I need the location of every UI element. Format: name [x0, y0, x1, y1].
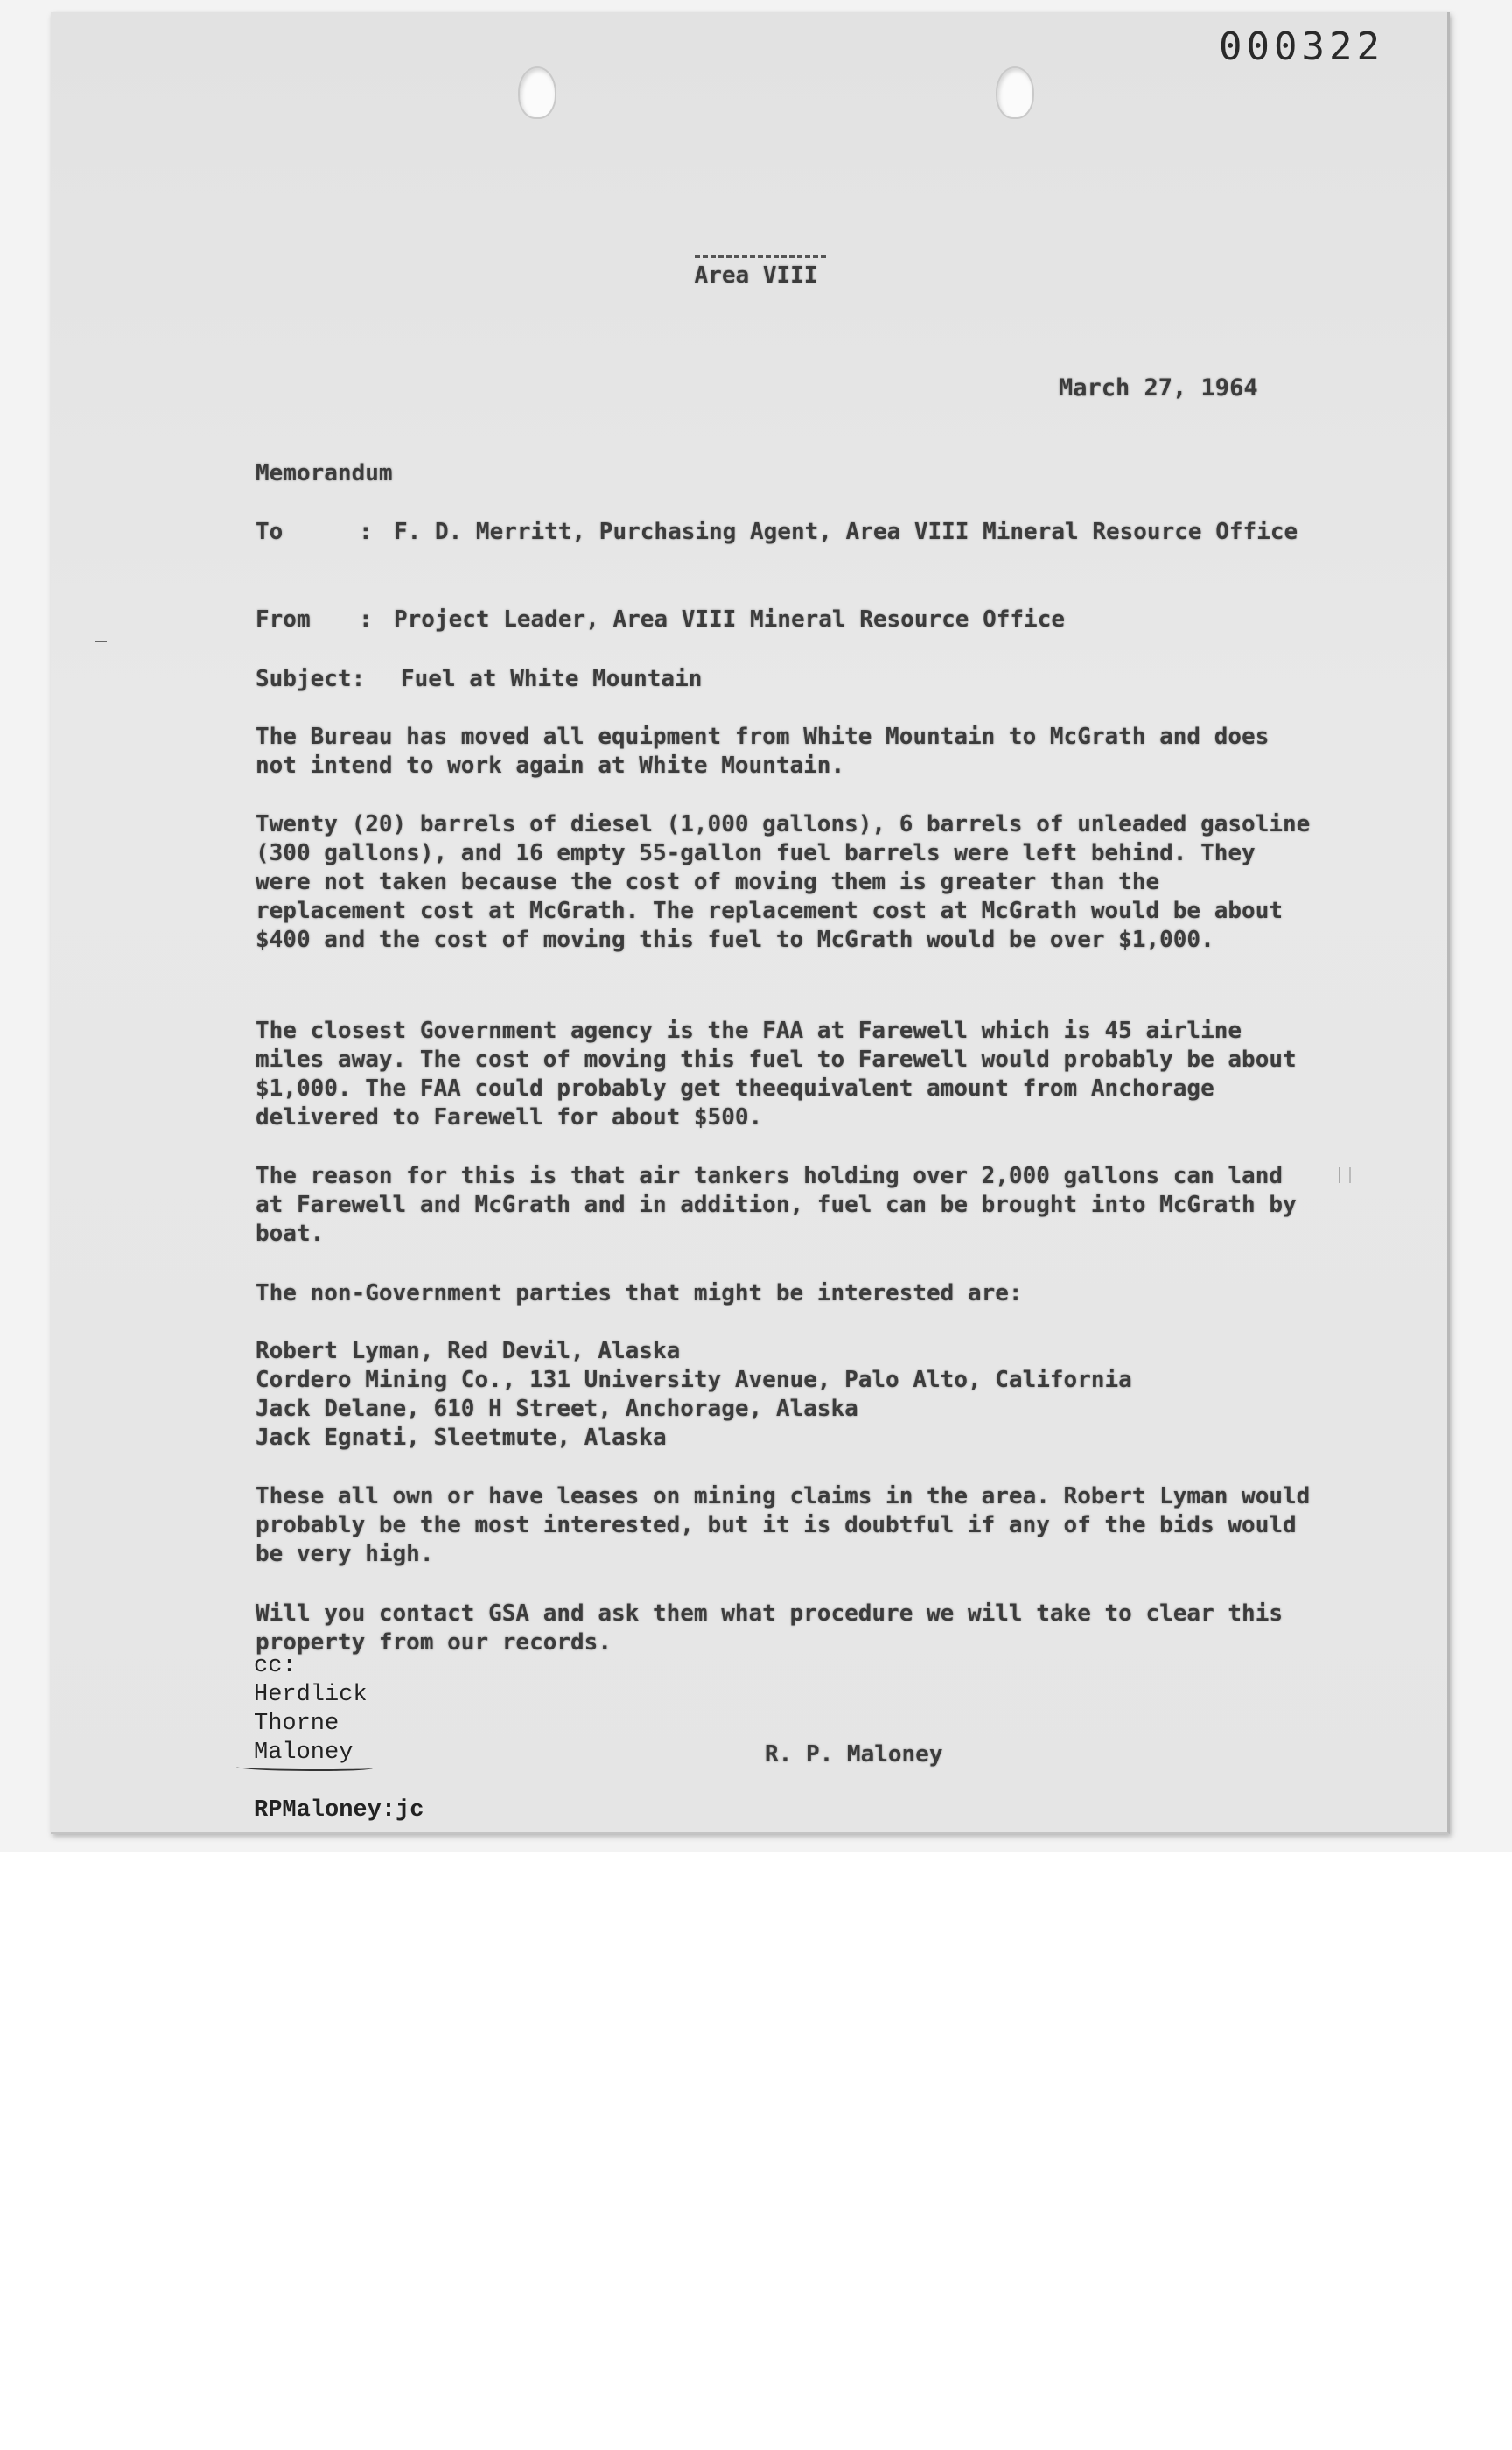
cc-name: Maloney: [254, 1740, 354, 1766]
memo-date: March 27, 1964: [1059, 374, 1258, 402]
memo-label: Memorandum: [256, 460, 393, 486]
subject-field: [256, 665, 1416, 693]
document-number: 000322: [1219, 24, 1384, 69]
from-value: Project Leader, Area VIII Mineral Resource Office: [394, 606, 1066, 633]
cc-list: [254, 1652, 368, 1768]
from-label: From: [256, 606, 311, 633]
paragraph-request-gsa: Will you contact GSA and ask them what procedure we will take to clear this property from our records.: [256, 1600, 1283, 1656]
paragraph-reason: The reason for this is that air tankers holding over 2,000 gallons can land at Farewell and McGrath and in addition, fuel can be brought into McGrath by boat.: [256, 1163, 1297, 1247]
subject-value: Fuel at White Mountain: [401, 666, 703, 692]
cc-label: cc:: [254, 1653, 297, 1679]
paragraph-fuel-left: Twenty (20) barrels of diesel (1,000 gallons), 6 barrels of unleaded gasoline (300 gallons), and 16 empty 55-gallon fuel barrels were left behind. They were not taken because the cost of moving them is greater than the replacement cost at McGrath. The replacement cost at McGrath would be about $400 and the cost of moving this fuel to McGrath would be over $1,000.: [256, 811, 1311, 953]
paragraph-faa-farewell: The closest Government agency is the FAA at Farewell which is 45 airline miles away. The cost of moving this fuel to Farewell would probably be about $1,000. The FAA could probably get theequivalent amount from Anchorage delivered to Farewell for about $500.: [256, 1018, 1297, 1130]
punch-hole-left: [518, 66, 556, 119]
cc-name: Thorne: [254, 1711, 340, 1737]
to-value: F. D. Merritt, Purchasing Agent, Area VIII Mineral Resource Office: [394, 519, 1298, 545]
paragraph-interested-parties: The non-Government parties that might be interested are:: [256, 1280, 1023, 1306]
parties-list: Robert Lyman, Red Devil, Alaska Cordero Mining Co., 131 University Avenue, Palo Alto, California Jack Delane, 610 H Street, Anchorage, Alaska Jack Egnati, Sleetmute, Alaska: [256, 1338, 1132, 1451]
paragraph-claims: These all own or have leases on mining claims in the area. Robert Lyman would probably be the most interested, but it is doubtful if any of the bids would be very high.: [256, 1483, 1311, 1567]
typist-initials: RPMaloney:jc: [254, 1797, 424, 1824]
stray-mark: [1339, 1167, 1351, 1183]
to-field: [256, 518, 1409, 546]
paragraph-equipment-moved: The Bureau has moved all equipment from White Mountain to McGrath and does not intend to work again at White Mountain.: [256, 724, 1270, 779]
punch-hole-right: [996, 66, 1034, 119]
heading-rule: [695, 256, 826, 258]
to-colon: :: [359, 519, 373, 545]
from-field: [256, 606, 1409, 634]
area-heading: Area VIII: [694, 262, 818, 289]
cc-name: Herdlick: [254, 1682, 368, 1708]
subject-label: Subject:: [256, 666, 366, 692]
from-colon: :: [359, 606, 373, 633]
signature: R. P. Maloney: [765, 1741, 943, 1768]
margin-mark: [94, 640, 107, 642]
to-label: To: [256, 519, 284, 545]
